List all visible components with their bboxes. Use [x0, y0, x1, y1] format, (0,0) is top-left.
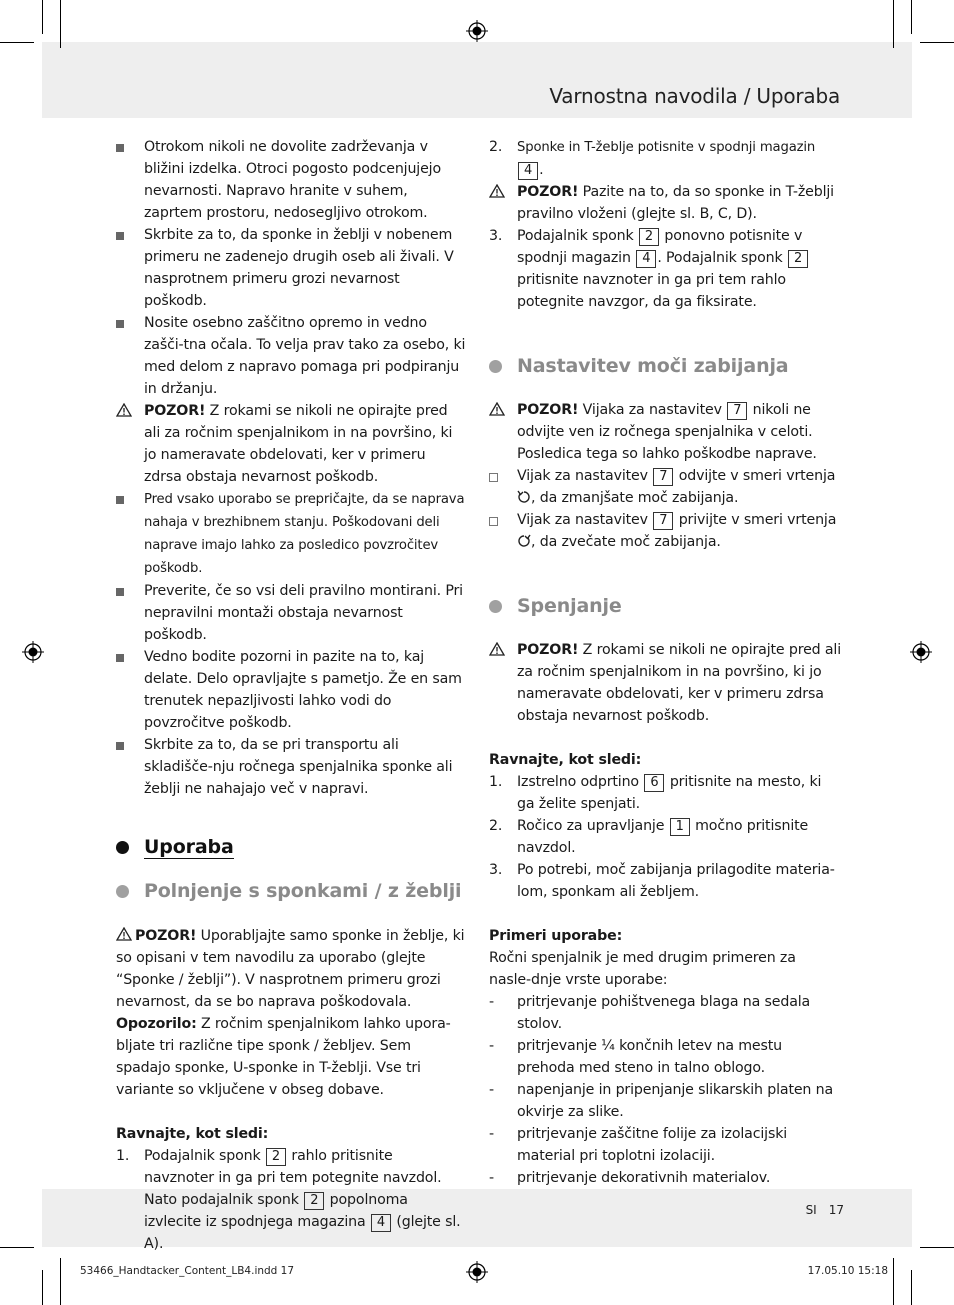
steps-heading: Ravnajte, kot sledi:	[489, 752, 642, 768]
step-number: 1.	[489, 774, 503, 790]
section-dot-icon	[489, 600, 502, 613]
left-column	[116, 136, 466, 1255]
note-label: Opozorilo:	[116, 1016, 197, 1032]
checkbox-item	[489, 509, 841, 553]
warning-label: POZOR!	[517, 184, 579, 200]
crop-mark	[42, 0, 43, 34]
warning-text: Vijaka za nastavitev	[578, 402, 727, 418]
warning-text: Z rokami se nikoli ne opirajte pred ali za ročnim spenjalnikom in na površino, ki jo nameravate obdelovati, ker v primeru zdrsa obstaja nevarnost poškodb.	[517, 642, 842, 724]
date-slug: 17.05.10 15:18	[807, 1265, 888, 1277]
part-number-box: 4	[371, 1214, 391, 1232]
section-title: Uporaba	[144, 836, 234, 858]
examples-intro: Ročni spenjalnik je med drugim primeren za nasle-dnje vrste uporabe:	[489, 950, 796, 988]
part-number-box: 7	[653, 468, 673, 486]
list-item: - pritrjevanje zaščitne folije za izolacijski material pri toplotni izolaciji.	[489, 1126, 788, 1164]
crop-mark	[911, 1270, 912, 1305]
example-text: pritrjevanje ¼ končnih letev na mestu prehoda med steno in talno oblogo.	[517, 1038, 782, 1076]
registration-mark-icon	[22, 641, 44, 663]
bullet-text: Skrbite za to, da se pri transportu ali skladišče-nju ročnega spenjalnika sponke ali žeblji ne nahajajo več v napravi.	[144, 737, 453, 797]
crop-mark	[0, 1247, 34, 1248]
step-text: rahlo pritisnite navznoter in ga pri tem potegnite navzdol. Nato podajalnik sponk	[144, 1148, 442, 1208]
warning-block	[489, 181, 841, 225]
crop-mark	[42, 1270, 43, 1305]
list-item: - pritrjevanje pohištvenega blaga na sedala stolov.	[489, 994, 811, 1032]
section-dot-icon	[116, 885, 129, 898]
check-text: , da zmanjšate moč zabijanja.	[531, 490, 739, 506]
step-text: Izstrelno odprtino	[517, 774, 644, 790]
list-item	[116, 734, 466, 800]
registration-mark-icon	[466, 20, 488, 42]
example-text: pritrjevanje pohištvenega blaga na sedala stolov.	[517, 994, 811, 1032]
rotate-clockwise-icon	[517, 534, 531, 548]
part-number-box: 1	[670, 818, 690, 836]
file-slug: 53466_Handtacker_Content_LB4.indd 17	[80, 1265, 295, 1277]
warning-block	[116, 400, 466, 488]
warning-triangle-icon	[116, 927, 132, 941]
step-text: Sponke in T-žeblje potisnite v spodnji magazin	[517, 140, 816, 155]
check-text: Vijak za nastavitev	[517, 512, 653, 528]
checkbox-bullet-icon	[489, 517, 498, 526]
part-number-box: 2	[788, 250, 808, 268]
steps-heading: Ravnajte, kot sledi:	[116, 1126, 269, 1142]
warning-text: nikoli ne odvijte ven iz ročnega spenjalnika v celoti. Posledica tega so lahko poškodbe naprave.	[517, 402, 817, 462]
list-item	[116, 312, 466, 400]
list-item	[116, 488, 466, 580]
step-text: pritisnite na mesto, ki ga želite spenjati.	[517, 774, 822, 812]
part-number-box: 7	[727, 402, 747, 420]
check-text: privijte v smeri vrtenja	[674, 512, 837, 528]
checkbox-bullet-icon	[489, 473, 498, 482]
example-text: napenjanje in pripenjanje slikarskih platen na okvirje za slike.	[517, 1082, 834, 1120]
note-block	[116, 1013, 466, 1101]
language-code: SI	[805, 1203, 817, 1217]
check-text: Vijak za nastavitev	[517, 468, 653, 484]
square-bullet-icon	[116, 654, 124, 662]
list-item: - napenjanje in pripenjanje slikarskih platen na okvirje za slike.	[489, 1082, 834, 1120]
bullet-text: Preverite, če so vsi deli pravilno montirani. Pri nepravilni montaži obstaja nevarnost poškodb.	[144, 583, 463, 643]
section-heading-uporaba	[116, 834, 466, 860]
step-text: .	[539, 162, 544, 178]
section-heading-spenjanje	[489, 593, 841, 619]
warning-label: POZOR!	[517, 642, 579, 658]
step-item	[489, 136, 841, 181]
part-number-box: 4	[518, 162, 538, 180]
crop-mark	[920, 42, 954, 43]
step-text: Po potrebi, moč zabijanja prilagodite materia-lom, sponkam ali žebljem.	[517, 862, 835, 900]
step-number: 1.	[116, 1148, 130, 1164]
crop-mark	[0, 42, 34, 43]
crop-mark	[893, 0, 894, 48]
crop-mark	[911, 0, 912, 34]
square-bullet-icon	[116, 320, 124, 328]
step-text: Ročico za upravljanje	[517, 818, 669, 834]
bullet-text: Pred vsako uporabo se prepričajte, da se naprava nahaja v brezhibnem stanju. Poškodovani deli naprave imajo lahko za posledico povzročitev poškodb.	[144, 492, 465, 576]
section-title: Polnjenje s sponkami / z žeblji	[144, 880, 462, 902]
part-number-box: 2	[304, 1192, 324, 1210]
step-number: 3.	[489, 228, 503, 244]
crop-mark	[60, 1258, 61, 1305]
step-text: popolnoma izvlecite iz spodnjega magazina	[144, 1192, 408, 1230]
part-number-box: 6	[644, 774, 664, 792]
section-dot-icon	[489, 360, 502, 373]
warning-block	[116, 924, 466, 1013]
examples-heading: Primeri uporabe:	[489, 928, 623, 944]
part-number-box: 7	[653, 512, 673, 530]
warning-triangle-icon	[489, 402, 505, 416]
square-bullet-icon	[116, 742, 124, 750]
page-num: 17	[828, 1203, 844, 1217]
step-item	[489, 815, 841, 859]
section-title: Spenjanje	[517, 595, 622, 617]
list-item	[116, 646, 466, 734]
registration-mark-icon	[466, 1261, 488, 1283]
warning-label: POZOR!	[144, 403, 206, 419]
registration-mark-icon	[910, 641, 932, 663]
example-text: pritrjevanje dekorativnih materialov.	[517, 1170, 771, 1186]
warning-text: Z rokami se nikoli ne opirajte pred ali za ročnim spenjalnikom in na površino, ki jo nameravate obdelovati, ker v primeru zdrsa obstaja nevarnost poškodb.	[144, 403, 453, 485]
square-bullet-icon	[116, 144, 124, 152]
step-text: Podajalnik sponk	[144, 1148, 265, 1164]
warning-block	[489, 639, 841, 727]
step-number: 3.	[489, 862, 503, 878]
bullet-text: Vedno bodite pozorni in pazite na to, kaj delate. Delo opravljajte s pametjo. Že en sam trenutek nepazljivosti lahko vodi do povzročitve poškodb.	[144, 649, 462, 731]
step-text: pritisnite navznoter in ga pri tem rahlo potegnite navzgor, da ga fiksirate.	[517, 272, 786, 310]
step-item	[489, 225, 841, 313]
check-text: odvijte v smeri vrtenja	[674, 468, 836, 484]
note-text: Z ročnim spenjalnikom lahko upora-bljate tri različne tipe sponk / žebljev. Sem spadajo sponke, U-sponke in T-žeblji. Vse tri variante so vključene v obseg dobave.	[116, 1016, 451, 1098]
rotate-counterclockwise-icon	[517, 490, 531, 504]
step-item	[489, 859, 841, 903]
part-number-box: 2	[639, 228, 659, 246]
warning-text: Pazite na to, da so sponke in T-žeblji pravilno vloženi (glejte sl. B, C, D).	[517, 184, 834, 222]
warning-label: POZOR!	[517, 402, 579, 418]
step-text: (glejte sl. A).	[144, 1214, 461, 1252]
check-text: , da zvečate moč zabijanja.	[531, 534, 721, 550]
list-item: - pritrjevanje ¼ končnih letev na mestu prehoda med steno in talno oblogo.	[489, 1038, 782, 1076]
bullet-text: Skrbite za to, da sponke in žeblji v nobenem primeru ne zadenejo drugih oseb ali živali. V nasprotnem primeru grozi nevarnost poškodb.	[144, 227, 454, 309]
list-item	[116, 580, 466, 646]
warning-label: POZOR!	[135, 928, 197, 944]
example-text: pritrjevanje zaščitne folije za izolacijski material pri toplotni izolaciji.	[517, 1126, 788, 1164]
warning-triangle-icon	[489, 184, 505, 198]
list-item: - pritrjevanje dekorativnih materialov.	[489, 1170, 771, 1186]
list-item	[116, 136, 466, 224]
step-item	[489, 771, 841, 815]
warning-triangle-icon	[116, 403, 132, 417]
warning-block	[489, 399, 841, 465]
crop-mark	[893, 1258, 894, 1305]
step-text: močno pritisnite navzdol.	[517, 818, 809, 856]
crop-mark	[60, 0, 61, 48]
list-item	[116, 224, 466, 312]
section-heading-polnjenje	[116, 878, 466, 904]
bullet-text: Nosite osebno zaščitno opremo in vedno zašči-tna očala. To velja prav tako za osebo, ki med delom z napravo pomaga pri podpiranju in držanju.	[144, 315, 466, 397]
square-bullet-icon	[116, 232, 124, 240]
section-title: Nastavitev moči zabijanja	[517, 355, 789, 377]
warning-text: Uporabljajte samo sponke in žeblje, ki so opisani v tem navodilu za uporabo (glejte “Sponke / žeblji”). V nasprotnem primeru grozi nevarnost, da se bo naprava poškodovala.	[116, 928, 465, 1010]
step-number: 2.	[489, 818, 503, 834]
crop-mark	[920, 1247, 954, 1248]
section-dot-icon	[116, 841, 129, 854]
page-title: Varnostna navodila / Uporaba	[549, 84, 840, 108]
part-number-box: 4	[636, 250, 656, 268]
step-text: ponovno potisnite v spodnji magazin	[517, 228, 803, 266]
step-number: 2.	[489, 139, 503, 155]
square-bullet-icon	[116, 588, 124, 596]
warning-triangle-icon	[489, 642, 505, 656]
checkbox-item	[489, 465, 841, 509]
step-item	[116, 1145, 466, 1255]
square-bullet-icon	[116, 496, 124, 504]
step-text: Podajalnik sponk	[517, 228, 638, 244]
step-text: . Podajalnik sponk	[657, 250, 787, 266]
bullet-text: Otrokom nikoli ne dovolite zadrževanja v bližini izdelka. Otroci pogosto podcenjujejo nevarnosti. Napravo hranite v suhem, zaprtem prostoru, nedosegljivo otrokom.	[144, 139, 442, 221]
section-heading-nastavitev	[489, 353, 841, 379]
right-column	[489, 136, 841, 1189]
page-number	[794, 1203, 844, 1217]
part-number-box: 2	[266, 1148, 286, 1166]
